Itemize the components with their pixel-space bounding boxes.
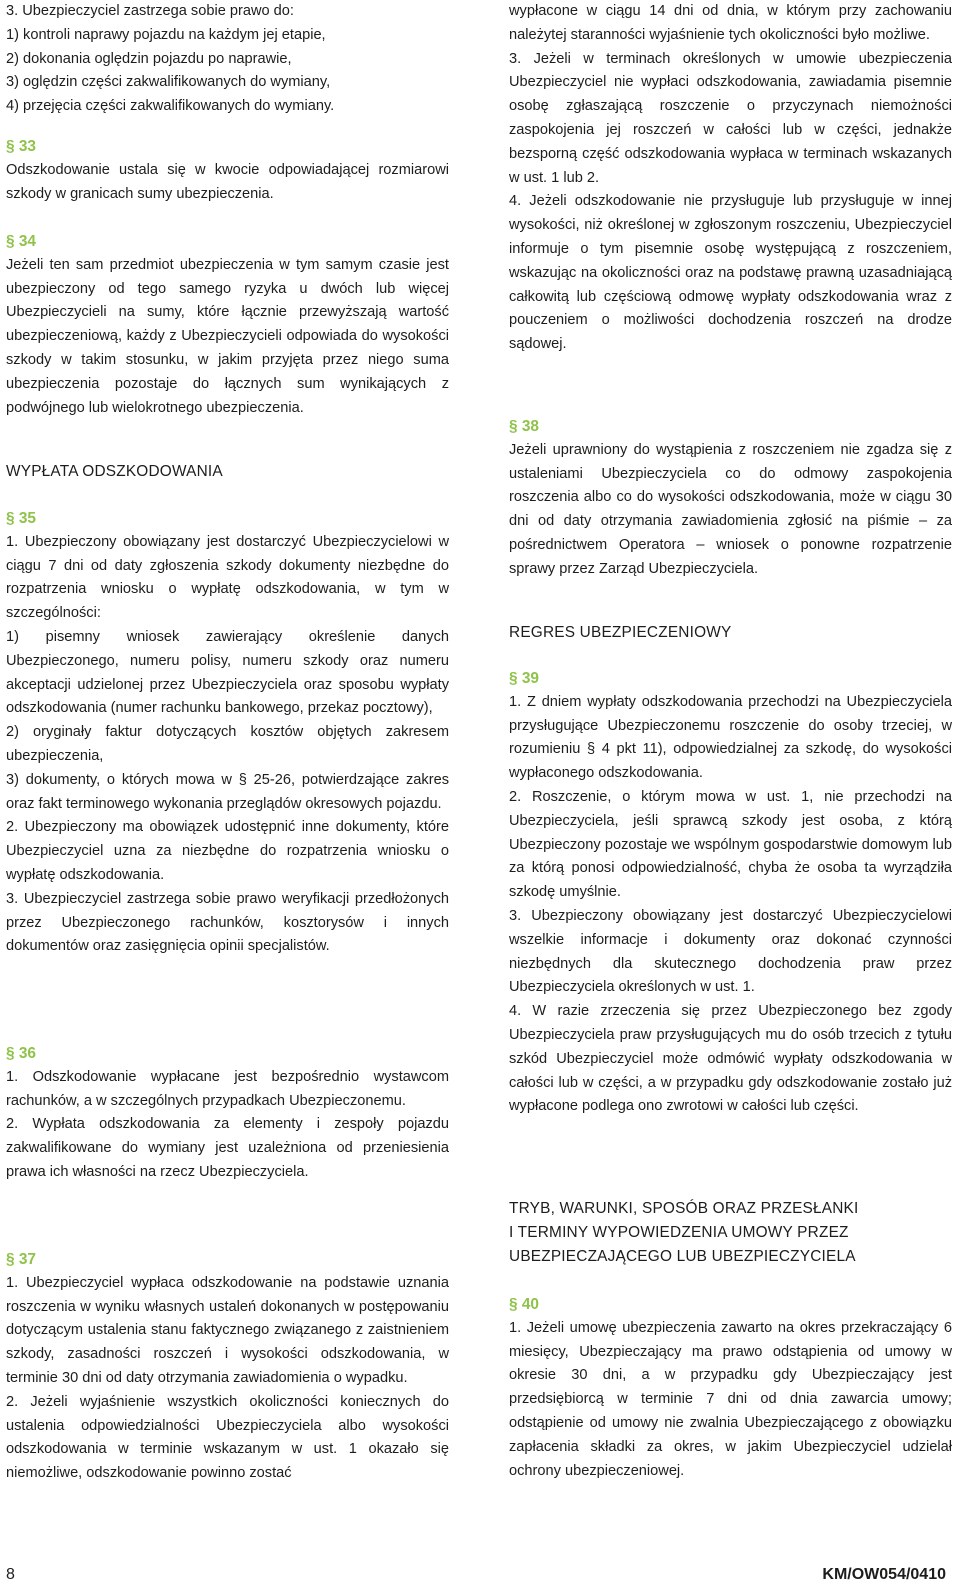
continuation-block <box>509 0 952 357</box>
section-33 <box>6 135 449 206</box>
heading-tryb-wypowiedzenia <box>509 1197 858 1268</box>
section-number: § 38 <box>509 418 539 435</box>
paragraph: 4) przejęcia części zakwalifikowanych do wymiany. <box>6 98 335 115</box>
paragraph: 2. Jeżeli wyjaśnienie wszystkich okoliczności koniecznych do ustalenia odpowiedzialności Ubezpieczyciela albo wysokości odszkodowania w terminie wskazanym w ust. 1 okazało się niemożliwe, odszkodowanie powinno zostać <box>6 1393 449 1482</box>
section-39 <box>509 667 952 1119</box>
section-34 <box>6 230 449 420</box>
heading-line: TRYB, WARUNKI, SPOSÓB ORAZ PRZESŁANKI <box>509 1200 859 1217</box>
section-35 <box>6 507 449 959</box>
paragraph: 3. Jeżeli w terminach określonych w umowie ubezpieczenia Ubezpieczyciel nie wypłaci odszkodowania, zawiadamia pisemnie osobę zgłaszającą roszczenie o przyczynach niemożności zaspokojenia jej roszczeń w całości lub w części, jednakże bezsporną część odszkodowania wypłaca w terminach wskazanych w ust. 1 lub 2. <box>509 50 952 186</box>
heading-line: UBEZPIECZAJĄCEGO LUB UBEZPIECZYCIELA <box>509 1247 856 1265</box>
heading-regres-ubezpieczeniowy: REGRES UBEZPIECZENIOWY <box>509 624 732 641</box>
section-number: § 34 <box>6 233 36 250</box>
document-code: KM/OW054/0410 <box>822 1566 946 1583</box>
paragraph: 3. Ubezpieczyciel zastrzega sobie prawo do: <box>6 3 294 19</box>
paragraph: 4. W razie zrzeczenia się przez Ubezpieczonego bez zgody Ubezpieczyciela praw przysługujących mu do osób trzecich z tytułu szkód Ubezpieczyciel może odmówić wypłaty odszkodowania w całości lub w części, a w przypadku gdy odszkodowanie zostało już wypłacone podlega ono zwrotowi w całości lub części. <box>509 1003 952 1115</box>
section-number: § 39 <box>509 670 539 687</box>
section-number: § 40 <box>509 1296 539 1313</box>
paragraph: wypłacone w ciągu 14 dni od dnia, w którym przy zachowaniu należytej staranności wyjaśnienie tych okoliczności było możliwe. <box>509 3 952 43</box>
section-40 <box>509 1293 952 1483</box>
paragraph: 1) pisemny wniosek zawierający określenie danych Ubezpieczonego, numeru polisy, numeru szkody oraz numeru akceptacji udzielonej przez Ubezpieczyciela oraz sposobu wypłaty odszkodowania (numer rachunku bankowego, przekaz pocztowy), <box>6 628 449 717</box>
section-number: § 37 <box>6 1251 36 1268</box>
paragraph: 1. Jeżeli umowę ubezpieczenia zawarto na okres przekraczający 6 miesięcy, Ubezpieczający ma prawo odstąpienia od umowy w okresie 30 dni, a w przypadku gdy Ubezpieczający jest przedsiębiorcą w terminie 7 dni od dnia zawarcia umowy; odstąpienie od umowy nie zwalnia Ubezpieczającego z obowiązku zapłacenia składki za okres, w jakim Ubezpieczyciel udzielał ochrony ubezpieczeniowej. <box>509 1319 952 1479</box>
paragraph: 2. Wypłata odszkodowania za elementy i zespoły pojazdu zakwalifikowane do wymiany jest uzależniona od przeniesienia prawa ich własności na rzecz Ubezpieczyciela. <box>6 1116 449 1180</box>
paragraph: 2. Ubezpieczony ma obowiązek udostępnić inne dokumenty, które Ubezpieczyciel uzna za niezbędne do rozpatrzenia wniosku o wypłatę odszkodowania. <box>6 819 449 883</box>
paragraph: 4. Jeżeli odszkodowanie nie przysługuje lub przysługuje w innej wysokości, niż określonej w zgłoszonym roszczeniu, Ubezpieczyciel informuje o tym pisemnie osobę występującą z roszczeniem, wskazując na okoliczności oraz na podstawę prawną uzasadniającą całkowitą lub częściową odmowę wypłaty odszkodowania wraz z pouczeniem o możliwości dochodzenia roszczeń na drodze sądowej. <box>509 193 952 353</box>
page-number: 8 <box>6 1566 15 1583</box>
section-number: § 36 <box>6 1045 36 1062</box>
paragraph: Jeżeli ten sam przedmiot ubezpieczenia w tym samym czasie jest ubezpieczony od tego samego ryzyka u dwóch lub więcej Ubezpieczycieli na sumy, które łącznie przewyższają wartość ubezpieczeniową, każdy z Ubezpieczycieli odpowiada do wysokości szkody w takim stosunku, w jakim przyjęta przez niego suma ubezpieczenia pozostaje do łącznych sum wynikających z podwójnego lub wielokrotnego ubezpieczenia. <box>6 256 449 416</box>
paragraph: 1. Z dniem wypłaty odszkodowania przechodzi na Ubezpieczyciela przysługujące Ubezpieczonemu roszczenie do osoby trzeciej, w rozumieniu § 4 pkt 11), odpowiedzialnej za szkodę, do wysokości wypłaconego odszkodowania. <box>509 693 952 782</box>
paragraph: 2) dokonania oględzin pojazdu po naprawie, <box>6 50 292 67</box>
heading-line: I TERMINY WYPOWIEDZENIA UMOWY PRZEZ <box>509 1223 849 1241</box>
intro-block <box>6 0 449 119</box>
paragraph: 3. Ubezpieczyciel zastrzega sobie prawo weryfikacji przedłożonych przez Ubezpieczonego rachunków, kosztorysów i innych dokumentów oraz zasięgnięcia opinii specjalistów. <box>6 890 449 955</box>
paragraph: 2. Roszczenie, o którym mowa w ust. 1, nie przechodzi na Ubezpieczyciela, jeśli sprawcą szkody jest osoba, z którą Ubezpieczony pozostaje we wspólnym gospodarstwie domowym lub za którą ponosi odpowiedzialność, chyba że osoba ta wyrządziła szkodę umyślnie. <box>509 788 952 901</box>
section-38 <box>509 415 952 582</box>
paragraph: 3) oględzin części zakwalifikowanych do wymiany, <box>6 74 331 91</box>
section-36 <box>6 1042 449 1185</box>
paragraph: Odszkodowanie ustala się w kwocie odpowiadającej rozmiarowi szkody w granicach sumy ubezpieczenia. <box>6 161 449 202</box>
paragraph: Jeżeli uprawniony do wystąpienia z roszczeniem nie zgadza się z ustaleniami Ubezpieczyciela co do odmowy zaspokojenia roszczenia albo co do wysokości odszkodowania, może w ciągu 30 dni od daty otrzymania zawiadomienia zgłosić na piśmie – za pośrednictwem Operatora – wniosek o ponowne rozpatrzenie sprawy przez Zarząd Ubezpieczyciela. <box>509 441 952 577</box>
paragraph: 1) kontroli naprawy pojazdu na każdym jej etapie, <box>6 26 326 43</box>
section-number: § 33 <box>6 138 36 155</box>
section-number: § 35 <box>6 510 36 527</box>
paragraph: 1. Odszkodowanie wypłacane jest bezpośrednio wystawcom rachunków, a w szczególnych przypadkach Ubezpieczonemu. <box>6 1068 449 1109</box>
heading-wyplata-odszkodowania: WYPŁATA ODSZKODOWANIA <box>6 463 223 480</box>
paragraph: 3. Ubezpieczony obowiązany jest dostarczyć Ubezpieczycielowi wszelkie informacje i dokumenty oraz dokonać czynności niezbędnych dla skutecznego dochodzenia praw przez Ubezpieczyciela określonych w ust. 1. <box>509 907 952 996</box>
paragraph: 1. Ubezpieczony obowiązany jest dostarczyć Ubezpieczycielowi w ciągu 7 dni od daty zgłoszenia szkody dokumenty niezbędne do rozpatrzenia wniosku o wypłatę odszkodowania, w tym w szczególności: <box>6 533 449 622</box>
section-37 <box>6 1248 449 1486</box>
paragraph: 1. Ubezpieczyciel wypłaca odszkodowanie na podstawie uznania roszczenia w wyniku własnych ustaleń dokonanych w postępowaniu dotyczącym ustalenia stanu faktycznego związanego z zaistnieniem szkody, zasadności roszczeń i wysokości odszkodowania, w terminie 30 dni od daty otrzymania zawiadomienia o wypadku. <box>6 1274 449 1386</box>
paragraph: 2) oryginały faktur dotyczących kosztów objętych zakresem ubezpieczenia, <box>6 724 449 764</box>
paragraph: 3) dokumenty, o których mowa w § 25-26, potwierdzające zakres oraz fakt terminowego wykonania przeglądów okresowych pojazdu. <box>6 771 449 812</box>
